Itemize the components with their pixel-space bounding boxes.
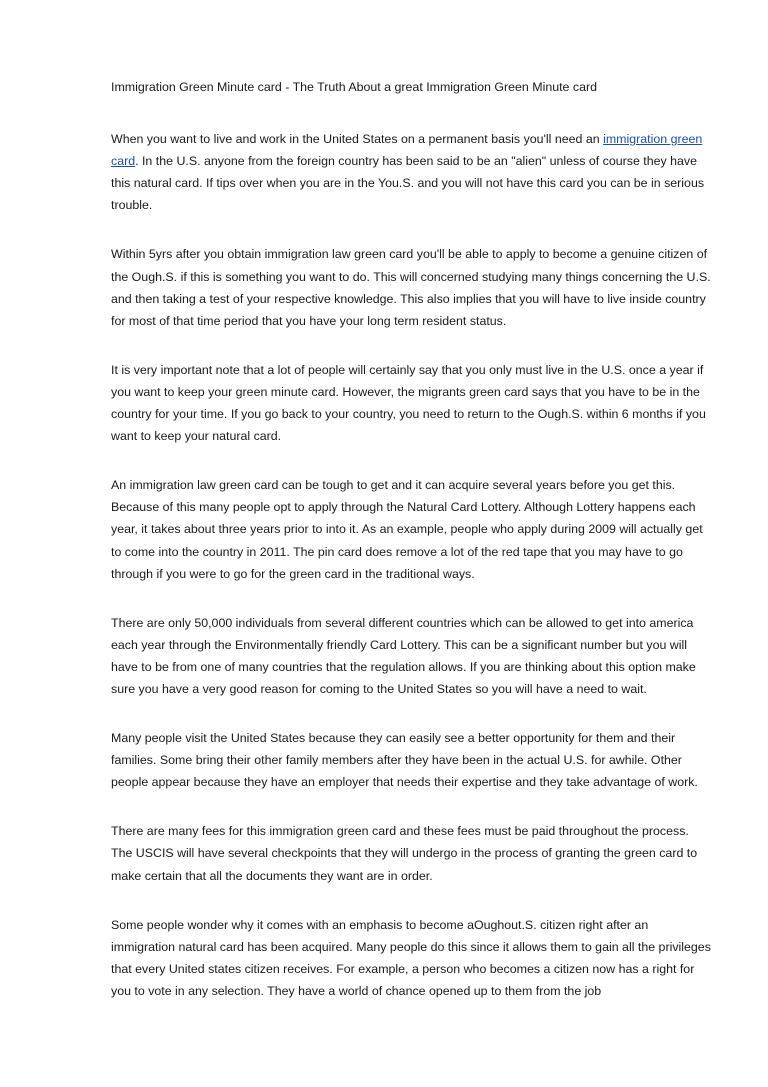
paragraph-3: It is very important note that a lot of people will certainly say that you only must live in the U.S. once a year if you want to keep your green minute card. However, the migrants green card says that you have to be in the country for your time. If you go back to your country, you need to return to the Ough.S. within 6 months if you want to keep your natural card. — [111, 362, 706, 444]
paragraph-8: Some people wonder why it comes with an emphasis to become aOughout.S. citizen right after an immigration natural card has been acquired. Many people do this since it allows them to gain all the privileges that every United states citizen receives. For example, a person who becomes a citizen now has a right for you to vote in any selection. They have a world of chance opened up to them from the job — [111, 917, 711, 998]
paragraph-4: An immigration law green card can be tough to get and it can acquire several years before you get this. Because of this many people opt to apply through the Natural Card Lottery. Although Lottery happens each year, it takes about three years prior to into it. As an example, people who apply during 2009 will actually get to come into the country in 2011. The pin card does remove a lot of the red tape that you may have to go through if you were to go for the green card in the traditional ways. — [111, 478, 703, 581]
paragraph-1-before: When you want to live and work in the United States on a permanent basis you'll need an — [111, 132, 604, 147]
paragraph-2: Within 5yrs after you obtain immigration law green card you'll be able to apply to become a genuine citizen of the Ough.S. if this is something you want to do. This will concerned studying many things concerning the U.S. and then taking a test of your respective knowledge. This also implies that you will have to live inside country for most of that time period that you have your long term resident status. — [111, 247, 711, 328]
document-title: Immigration Green Minute card - The Truth About a great Immigration Green Minute card — [111, 80, 597, 94]
paragraph-7: There are many fees for this immigration green card and these fees must be paid throughout the process. The USCIS will have several checkpoints that they will undergo in the process of granting the green card to make certain that all the documents they want are in order. — [111, 824, 698, 883]
immigration-green-card-link[interactable]: immigration green card — [111, 132, 703, 169]
paragraph-6: Many people visit the United States because they can easily see a better opportunity for them and their families. Some bring their other family members after they have been in the actual U.S. for awhile. Other people appear because they have an employer that needs their expertise and they take advantage of work. — [111, 731, 698, 790]
paragraph-1 — [111, 128, 711, 216]
paragraph-5: There are only 50,000 individuals from several different countries which can be allowed to get into america each year through the Environmentally friendly Card Lottery. This can be a significant number but you will have to be from one of many countries that the regulation allows. If you are thinking about this option make sure you have a very good reason for coming to the United States so you will have a need to wait. — [111, 615, 696, 696]
document-page — [111, 76, 711, 1002]
paragraph-1-after: . In the U.S. anyone from the foreign country has been said to be an "alien" unless of course they have this natural card. If tips over when you are in the You.S. and you will not have this card you can be in serious trouble. — [111, 154, 705, 213]
